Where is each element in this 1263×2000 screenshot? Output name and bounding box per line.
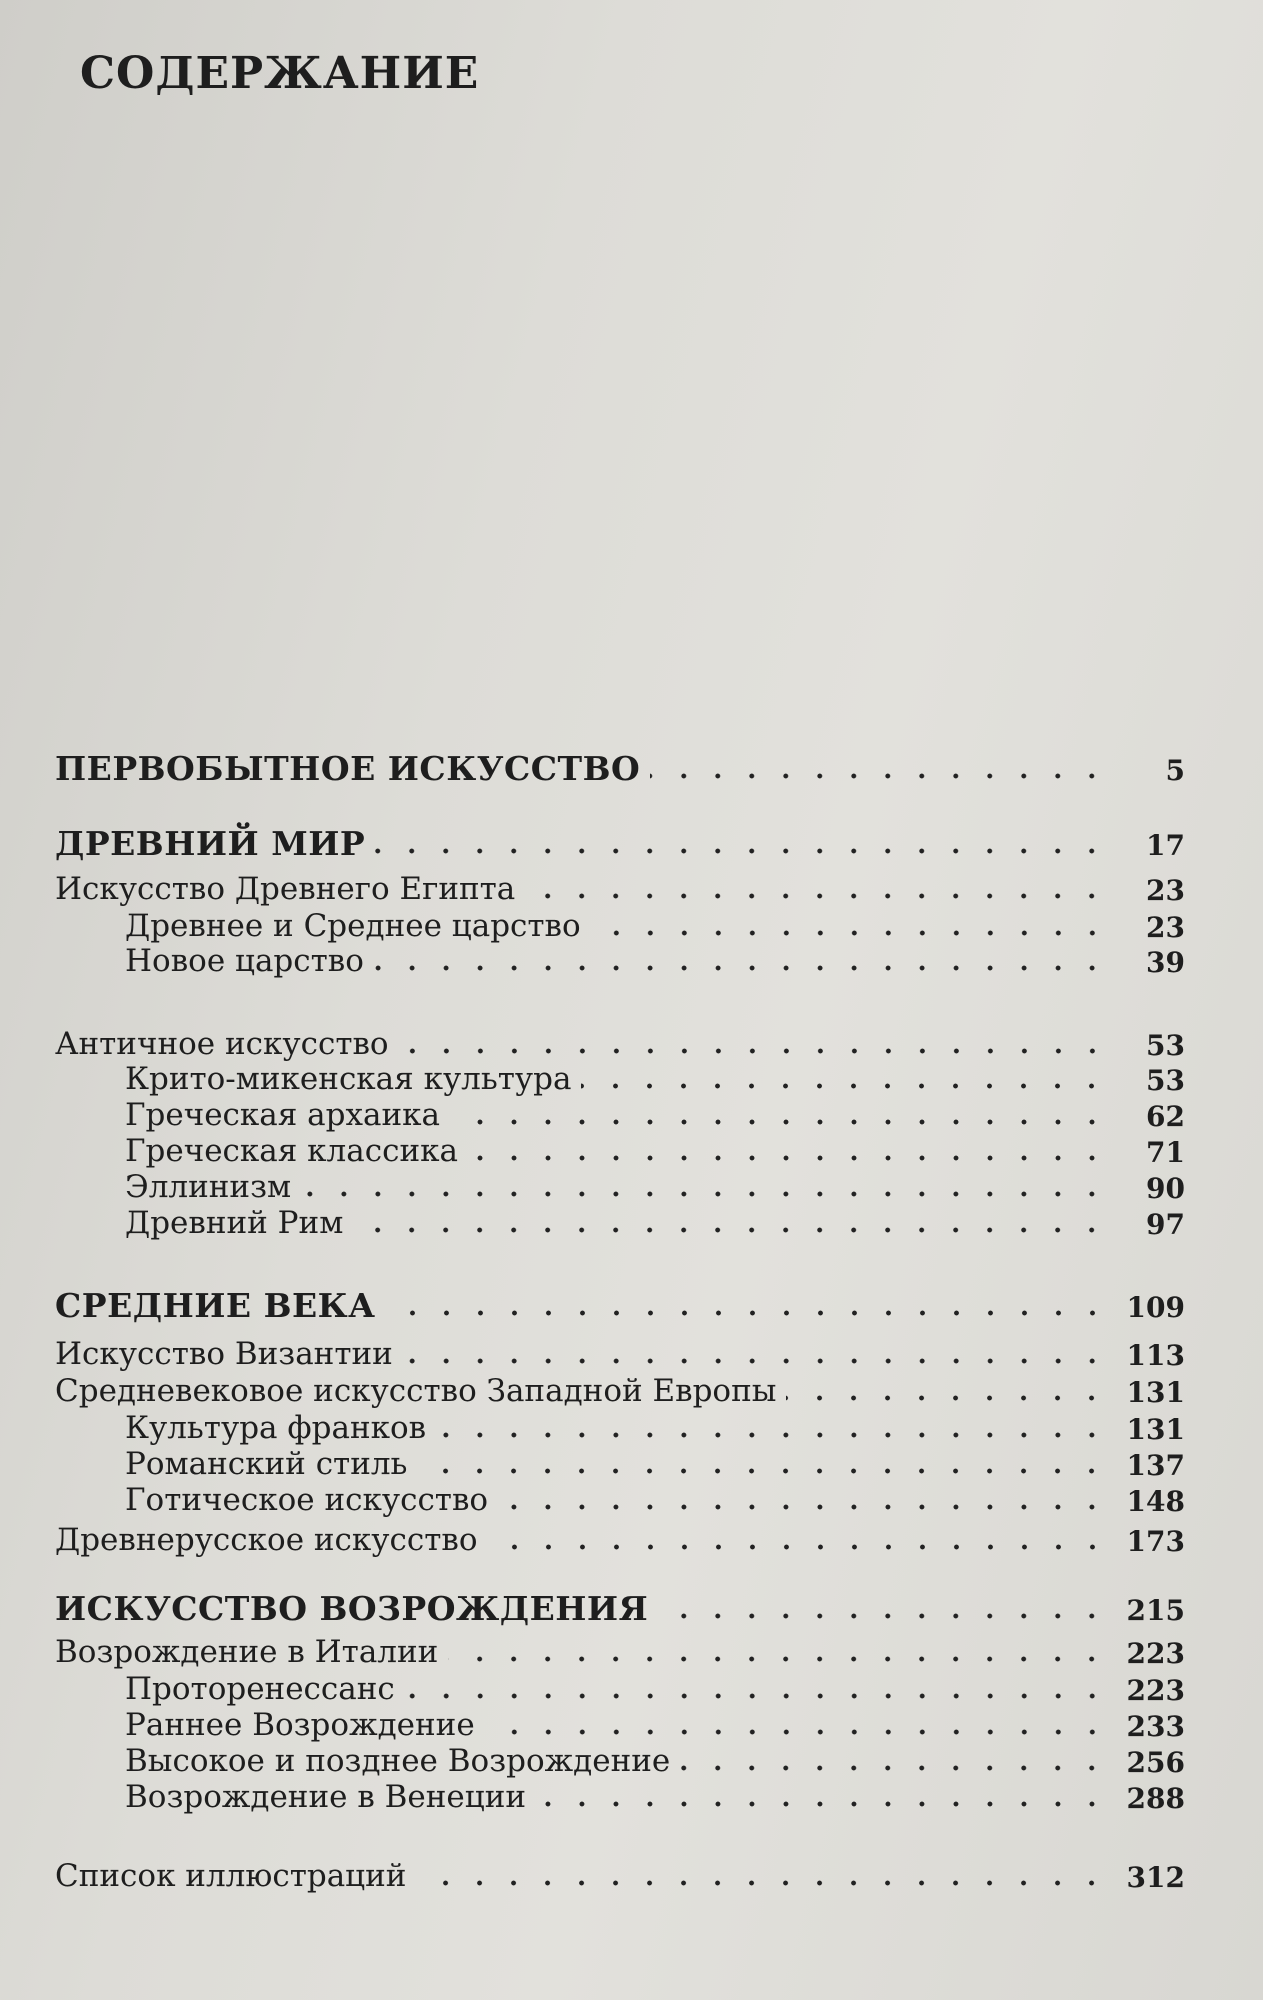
toc-entry-page-number: 288	[1126, 1782, 1185, 1815]
toc-entry-label: Высокое и позднее Возрождение	[125, 1743, 671, 1779]
toc-entry-label: Средневековое искусство Западной Европы	[55, 1373, 777, 1409]
dot-leader	[374, 965, 1109, 971]
toc-entry-page-number: 137	[1126, 1449, 1185, 1482]
toc-entry	[55, 1020, 1185, 1060]
dot-leader	[436, 1432, 1109, 1438]
toc-entry-page-number: 39	[1146, 946, 1185, 979]
toc-entry-label: Проторенессанс	[125, 1671, 395, 1707]
toc-entry-page-number: 90	[1146, 1172, 1185, 1205]
toc-entry-page-number: 312	[1126, 1861, 1185, 1894]
toc-entry-page-number: 23	[1146, 874, 1185, 907]
toc-entry-page-number: 223	[1126, 1674, 1185, 1707]
dot-leader	[375, 848, 1109, 854]
toc-entry	[55, 820, 1185, 863]
toc-entry-page-number: 53	[1146, 1064, 1185, 1097]
toc-entry	[55, 1404, 1185, 1444]
toc-entry-label: Готическое искусство	[125, 1482, 489, 1518]
toc-entry-label: Античное искусство	[55, 1026, 389, 1062]
dot-leader	[405, 1693, 1109, 1699]
toc-entry-label: Древнерусское искусство	[55, 1522, 478, 1558]
toc-entry-page-number: 109	[1126, 1291, 1185, 1324]
dot-leader	[488, 1544, 1109, 1550]
toc-entry	[55, 1737, 1185, 1777]
toc-entry-label: Эллинизм	[125, 1169, 292, 1205]
dot-leader	[403, 1358, 1109, 1364]
toc-entry-page-number: 148	[1126, 1485, 1185, 1518]
toc-entry	[55, 1665, 1185, 1705]
toc-entry-page-number: 23	[1146, 911, 1185, 944]
toc-entry-label: СРЕДНИЕ ВЕКА	[55, 1286, 376, 1325]
dot-leader	[786, 1395, 1109, 1401]
toc-entry-page-number: 97	[1146, 1208, 1185, 1241]
toc-entry-label: Греческая классика	[125, 1133, 458, 1169]
toc-entry-label: ИСКУССТВО ВОЗРОЖДЕНИЯ	[55, 1589, 649, 1628]
toc-entry-label: Древнее и Среднее царство	[125, 908, 581, 944]
toc-entry	[55, 1163, 1185, 1203]
toc-entry	[55, 1330, 1185, 1370]
toc-entry	[55, 1055, 1185, 1095]
toc-entry	[55, 1282, 1185, 1325]
toc-entry-label: Культура франков	[125, 1410, 427, 1446]
table-of-contents	[55, 0, 1185, 2000]
toc-entry	[55, 1585, 1185, 1628]
dot-leader	[525, 893, 1109, 899]
toc-entry	[55, 745, 1185, 788]
dot-leader	[448, 1656, 1109, 1662]
toc-entry	[55, 1367, 1185, 1407]
page-title: СОДЕРЖАНИЕ	[80, 48, 480, 99]
toc-entry-page-number: 215	[1126, 1594, 1185, 1627]
dot-leader	[399, 1048, 1109, 1054]
toc-entry	[55, 1199, 1185, 1239]
toc-entry-page-number: 256	[1126, 1746, 1185, 1779]
toc-entry-page-number: 131	[1126, 1413, 1185, 1446]
dot-leader	[417, 1468, 1109, 1474]
dot-leader	[658, 1613, 1109, 1619]
dot-leader	[485, 1729, 1109, 1735]
toc-entry-label: Возрождение в Италии	[55, 1634, 439, 1670]
toc-entry-page-number: 113	[1126, 1339, 1185, 1372]
toc-entry-page-number: 173	[1126, 1525, 1185, 1558]
toc-entry	[55, 1476, 1185, 1516]
toc-entry	[55, 1127, 1185, 1167]
dot-leader	[416, 1880, 1109, 1886]
dot-leader	[468, 1155, 1109, 1161]
toc-entry	[55, 1516, 1185, 1556]
dot-leader	[386, 1310, 1109, 1316]
dot-leader	[450, 1119, 1109, 1125]
toc-entry	[55, 902, 1185, 942]
dot-leader	[650, 773, 1109, 779]
toc-entry-label: ПЕРВОБЫТНОЕ ИСКУССТВО	[55, 749, 641, 788]
toc-entry-page-number: 131	[1126, 1376, 1185, 1409]
toc-entry-page-number: 223	[1126, 1637, 1185, 1670]
toc-entry-label: Греческая архаика	[125, 1097, 440, 1133]
toc-entry	[55, 937, 1185, 977]
toc-entry-label: ДРЕВНИЙ МИР	[55, 824, 366, 863]
toc-entry-label: Романский стиль	[125, 1446, 408, 1482]
toc-entry-page-number: 71	[1146, 1136, 1185, 1169]
toc-entry-page-number: 5	[1165, 754, 1185, 787]
toc-entry	[55, 1628, 1185, 1668]
dot-leader	[536, 1801, 1109, 1807]
toc-entry	[55, 1701, 1185, 1741]
toc-entry-label: Крито-микенская культура	[125, 1061, 572, 1097]
toc-entry	[55, 865, 1185, 905]
dot-leader	[680, 1765, 1109, 1771]
toc-entry	[55, 1852, 1185, 1892]
dot-leader	[591, 930, 1109, 936]
toc-entry-page-number: 17	[1146, 829, 1185, 862]
toc-entry-page-number: 62	[1146, 1100, 1185, 1133]
toc-entry-label: Список иллюстраций	[55, 1858, 407, 1894]
toc-entry-label: Искусство Византии	[55, 1336, 393, 1372]
toc-entry-label: Раннее Возрождение	[125, 1707, 475, 1743]
dot-leader	[301, 1191, 1109, 1197]
dot-leader	[353, 1227, 1109, 1233]
toc-entry-page-number: 53	[1146, 1029, 1185, 1062]
toc-entry-label: Искусство Древнего Египта	[55, 871, 516, 907]
toc-entry	[55, 1091, 1185, 1131]
toc-entry-label: Новое царство	[125, 943, 364, 979]
toc-entry	[55, 1440, 1185, 1480]
toc-entry-page-number: 233	[1126, 1710, 1185, 1743]
toc-entry	[55, 1773, 1185, 1813]
dot-leader	[498, 1504, 1109, 1510]
toc-entry-label: Возрождение в Венеции	[125, 1779, 527, 1815]
toc-entry-label: Древний Рим	[125, 1205, 344, 1241]
dot-leader	[581, 1083, 1109, 1089]
